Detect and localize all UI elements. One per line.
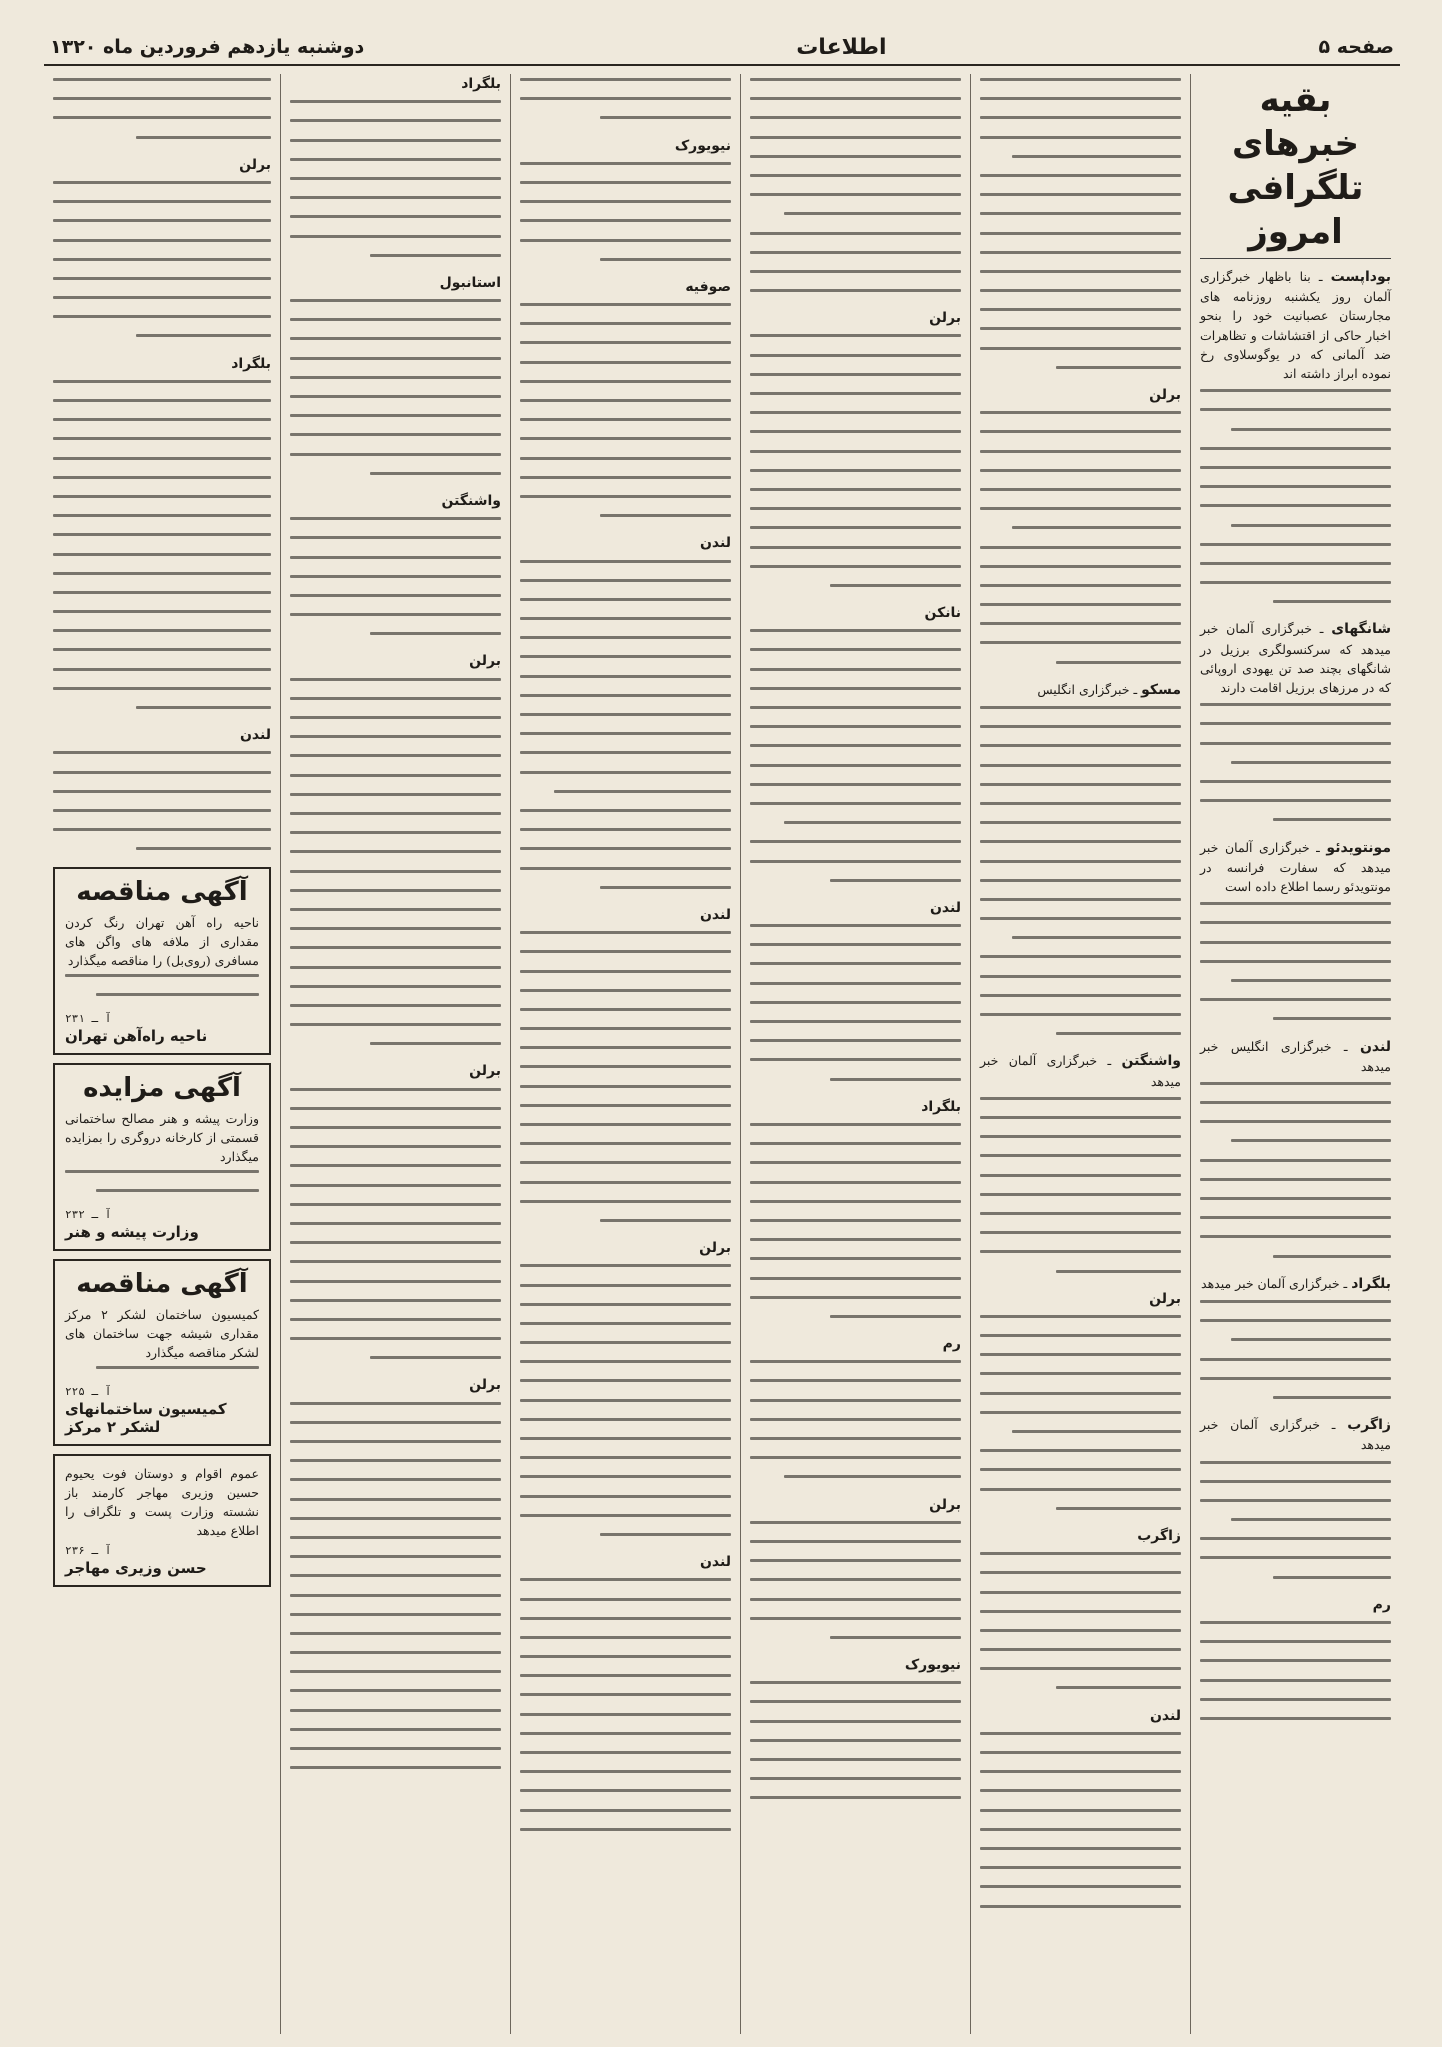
dateline: برلن <box>1149 387 1181 403</box>
article-lead <box>520 1552 731 1572</box>
article-text: ـ خبرگزاری آلمان خبر میدهد <box>1200 1417 1391 1453</box>
article-lead <box>1200 1595 1391 1615</box>
article-body <box>290 517 501 635</box>
dateline: نیویورک <box>904 1657 961 1674</box>
article-lead <box>53 725 271 745</box>
article-lead <box>53 155 271 175</box>
ad-code: آ ـ ۲۳۱ <box>65 1011 112 1025</box>
main-headline: بقیه خبرهای تلگرافی امروز <box>1200 78 1391 259</box>
columns <box>44 74 1400 2034</box>
column-4 <box>740 74 970 2034</box>
article-body <box>290 100 501 257</box>
column-6 <box>1190 74 1400 2034</box>
ad-signature: وزارت پیشه و هنر <box>65 1223 199 1242</box>
ad-code: آ ـ ۲۲۵ <box>65 1385 112 1399</box>
dateline: لندن <box>929 899 961 916</box>
ad-title: آگهی مناقصه <box>76 876 248 907</box>
article-lead <box>520 1238 731 1258</box>
article-lead <box>980 1289 1181 1309</box>
article-body <box>290 678 501 1046</box>
ad-signature: حسن وزیری مهاجر <box>65 1559 207 1578</box>
tender-ad-army <box>53 1259 271 1446</box>
article-lead <box>520 533 731 553</box>
article-body <box>1200 703 1391 821</box>
article-lead <box>1200 1274 1391 1294</box>
column-3 <box>510 74 740 2034</box>
dateline: زاگرب <box>1137 1527 1181 1544</box>
column-1 <box>44 74 280 2034</box>
article-lead <box>290 651 501 671</box>
article-lead <box>750 898 961 918</box>
article <box>1200 1415 1391 1579</box>
article-text: ـ خبرگزاری انگلیس <box>1037 681 1138 697</box>
article-body <box>1200 1300 1391 1399</box>
article-body <box>520 560 731 889</box>
article-body <box>1200 902 1391 1020</box>
article-body <box>980 1732 1181 1908</box>
article-body <box>290 299 501 475</box>
article <box>1200 1037 1391 1258</box>
dateline: مونتویدئو <box>1326 839 1391 856</box>
article <box>1200 267 1391 603</box>
article-lead <box>980 1706 1181 1726</box>
dateline: شانگهای <box>1331 621 1391 638</box>
dateline: برلن <box>1149 1290 1181 1307</box>
dateline: لندن <box>699 906 731 923</box>
dateline: زاگرب <box>1347 1417 1391 1434</box>
article-lead <box>1200 1037 1391 1076</box>
dateline: رم <box>942 1336 961 1353</box>
article-lead <box>750 603 961 623</box>
ad-signature: کمیسیون ساختمانهای لشکر ۲ مرکز <box>65 1400 227 1437</box>
article-lead <box>750 308 961 328</box>
ad-text: ناحیه راه آهن تهران رنگ کردن مقداری از ملافه های واگن های مسافری (روی‌بل) را مناقصه میگذارد <box>65 914 259 968</box>
article-lead <box>520 905 731 925</box>
dateline: بلگراد <box>231 355 271 372</box>
dateline: واشنگتن <box>441 492 501 509</box>
article-body <box>1200 1082 1391 1258</box>
article-lead <box>1200 267 1391 383</box>
dateline: برلن <box>469 1063 501 1080</box>
dateline: برلن <box>469 653 501 670</box>
dateline: برلن <box>469 1377 501 1394</box>
article-body <box>750 629 961 881</box>
article-body <box>53 78 271 139</box>
ad-signature: ناحیه راه‌آهن تهران <box>65 1026 208 1045</box>
article-body <box>1200 1461 1391 1579</box>
dateline: صوفیه <box>685 278 731 295</box>
column-2 <box>280 74 510 2034</box>
article-body <box>750 334 961 586</box>
article-body <box>520 1264 731 1536</box>
ad-text: وزارت پیشه و هنر مصالح ساختمانی قسمتی از کارخانه دروگری را بمزایده میگذارد <box>65 1110 259 1164</box>
article-text: ـ خبرگزاری آلمان خبر میدهد <box>980 1053 1181 1089</box>
article-lead <box>980 680 1181 700</box>
article-text: ـ بنا باظهار خبرگزاری آلمان روز یکشنبه روزنامه های مجارستان عصبانیت خود را بنحو اخبار حاکی از اقتشاشات و تظاهرات ضد آلمانی که در یوگوسلاوی رخ نموده ابراز داشته اند <box>1200 269 1391 382</box>
dateline: لندن <box>1149 1707 1181 1724</box>
article-lead <box>520 136 731 156</box>
article-lead <box>1200 1415 1391 1454</box>
ad-code: آ ـ ۲۳۲ <box>65 1208 112 1222</box>
dateline: رم <box>1372 1596 1391 1613</box>
article <box>1200 1274 1391 1399</box>
dateline: لندن <box>699 535 731 552</box>
ad-code: آ ـ ۲۳۶ <box>65 1544 112 1558</box>
dateline: برلن <box>239 156 271 173</box>
article-body <box>750 1123 961 1318</box>
dateline: لندن <box>699 1554 731 1571</box>
article-body <box>1200 389 1391 603</box>
article-body <box>520 931 731 1222</box>
tender-ad-railway <box>53 867 271 1055</box>
article-lead <box>980 385 1181 405</box>
article-lead <box>1200 838 1391 897</box>
article-lead <box>290 491 501 511</box>
article-lead <box>520 277 731 297</box>
paper-name: اطلاعات <box>796 34 887 60</box>
article-body <box>520 1578 731 1830</box>
article-body <box>520 303 731 517</box>
article-body <box>53 751 271 850</box>
dateline: برلن <box>929 310 961 327</box>
dateline: واشنگتن <box>1121 1053 1181 1070</box>
article-body <box>53 380 271 709</box>
article-lead <box>980 1526 1181 1546</box>
article-body <box>750 78 961 292</box>
notice-ad <box>53 1454 271 1587</box>
article-lead <box>750 1334 961 1354</box>
dateline: لندن <box>239 727 271 744</box>
ad-text: کمیسیون ساختمان لشکر ۲ مرکز مقداری شیشه جهت ساختمان های لشکر مناقصه میگذارد <box>65 1307 260 1361</box>
page-number: صفحه ۵ <box>1318 36 1394 58</box>
dateline: بلگراد <box>461 76 501 92</box>
article-body <box>290 1088 501 1360</box>
article-lead <box>53 354 271 374</box>
article-body <box>53 181 271 338</box>
article <box>1200 838 1391 1021</box>
article-body <box>980 78 1181 369</box>
article-body <box>980 1315 1181 1510</box>
dateline: لندن <box>1359 1038 1391 1055</box>
article-lead <box>290 74 501 94</box>
dateline: بلگراد <box>921 1098 961 1115</box>
column-5 <box>970 74 1190 2034</box>
article-body <box>980 1097 1181 1273</box>
article-body <box>980 706 1181 1035</box>
ad-text: عموم اقوام و دوستان فوت یحیوم حسین وزیری مهاجر کارمند باز نشسته وزارت پست و تلگراف را اطلاع میدهد <box>65 1466 259 1539</box>
article-lead <box>750 1495 961 1515</box>
ad-title: آگهی مناقصه <box>76 1269 248 1300</box>
article-body <box>980 1552 1181 1689</box>
article-body <box>750 1681 961 1799</box>
dateline: برلن <box>929 1496 961 1513</box>
issue-date: دوشنبه یازدهم فروردین ماه ۱۳۲۰ <box>50 36 365 58</box>
dateline: بلگراد <box>1351 1275 1391 1292</box>
article-lead <box>290 1375 501 1395</box>
dateline: بوداپست <box>1330 269 1391 285</box>
article-lead <box>290 273 501 293</box>
article-lead <box>750 1655 961 1675</box>
dateline: برلن <box>699 1240 731 1257</box>
article-text: ـ خبرگزاری آلمان خبر میدهد که سرکنسولگری برزیل در شانگهای بچند صد تن یهودی اروپائی که در مرزهای برزیل اقامت دارند <box>1200 621 1391 696</box>
article-lead <box>1200 619 1391 697</box>
ad-title: آگهی مزایده <box>83 1072 241 1103</box>
dateline: استانبول <box>439 274 501 291</box>
dateline: نیویورک <box>674 137 731 154</box>
article-lead <box>980 1051 1181 1090</box>
article-body <box>1200 1621 1391 1720</box>
article-body <box>750 924 961 1081</box>
dateline: نانکن <box>924 605 961 622</box>
article-text: ـ خبرگزاری انگلیس خبر میدهد <box>1200 1038 1391 1074</box>
article-body <box>520 78 731 119</box>
dateline: مسکو <box>1141 681 1181 698</box>
article-body <box>980 411 1181 663</box>
article-text: ـ خبرگزاری آلمان خبر میدهد <box>1201 1275 1348 1291</box>
auction-ad-ministry <box>53 1063 271 1251</box>
article <box>1200 619 1391 821</box>
article-body <box>750 1360 961 1478</box>
article-body <box>520 162 731 261</box>
article-lead <box>290 1061 501 1081</box>
masthead <box>44 30 1400 66</box>
article-body <box>750 1521 961 1639</box>
article-text: ـ خبرگزاری آلمان خبر میدهد که سفارت فرانسه در مونتویدئو رسما اطلاع داده است <box>1200 839 1391 894</box>
article-lead <box>750 1097 961 1117</box>
article <box>1200 1595 1391 1720</box>
article-body <box>290 1402 501 1770</box>
